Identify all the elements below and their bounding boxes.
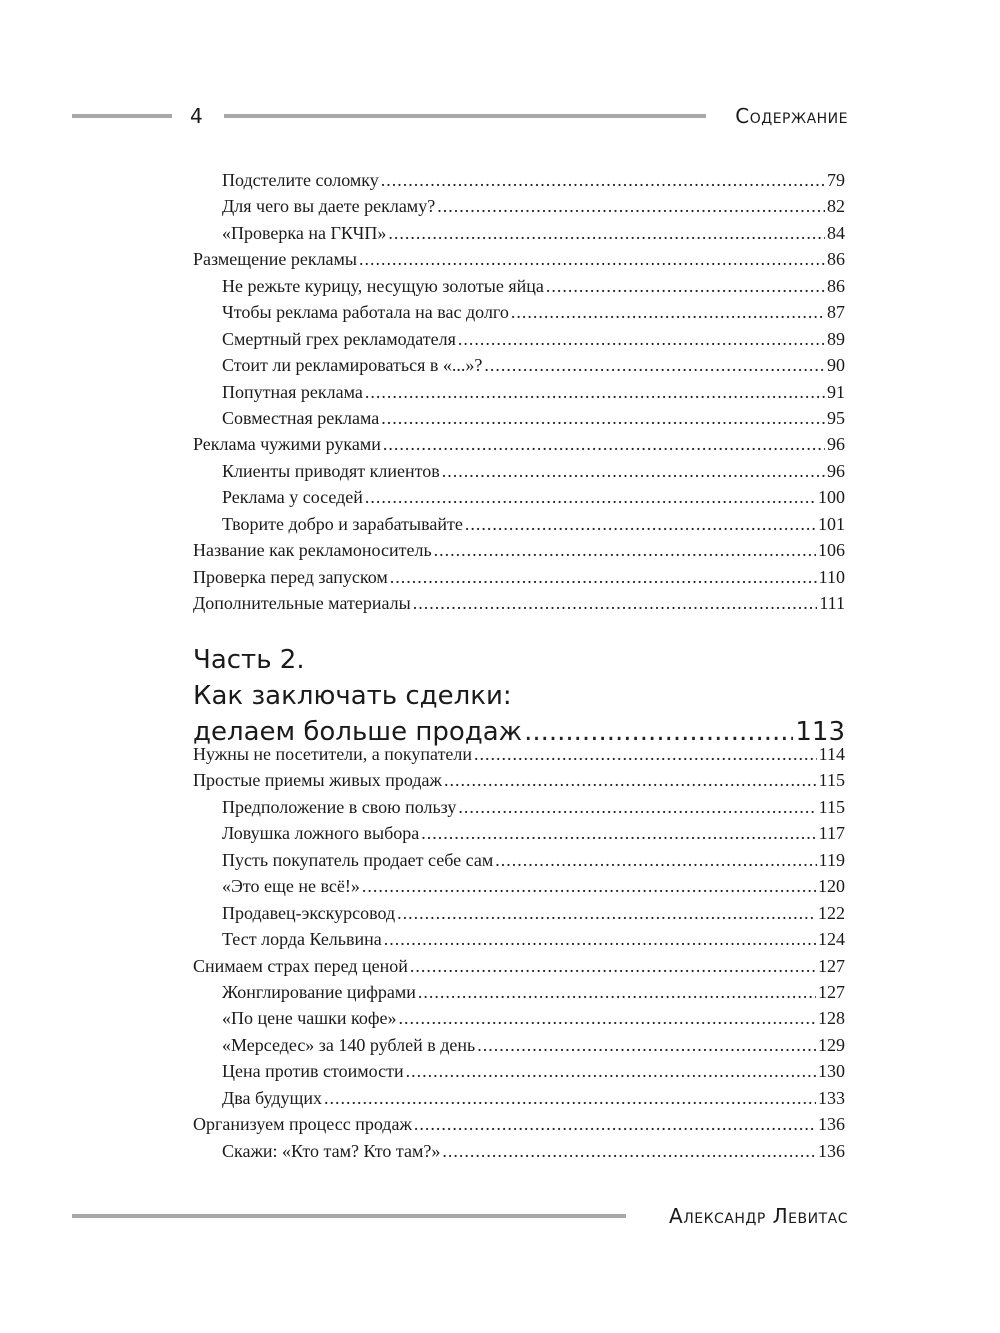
dot-leader: [474, 744, 817, 765]
dot-leader: [365, 382, 825, 403]
toc-entry-title: «Это еще не всё!»: [222, 876, 360, 897]
toc-entry-title: Продавец-экскурсовод: [222, 902, 396, 923]
toc-entry-page: 130: [818, 1061, 845, 1082]
part-title-line: делаем больше продаж: [193, 717, 523, 747]
dot-leader: [414, 1114, 816, 1135]
toc-entry-title: Два будущих: [222, 1087, 323, 1108]
toc-entry-title: Простые приемы живых продаж: [193, 770, 442, 791]
dot-leader: [390, 567, 817, 588]
footer-rule: [72, 1214, 626, 1218]
toc-entry-page: 129: [818, 1034, 845, 1055]
dot-leader: [484, 355, 825, 376]
toc-entry[interactable]: [193, 249, 845, 275]
dot-leader: [442, 461, 825, 482]
part-heading[interactable]: [193, 642, 845, 750]
part-title-line: Как заключать сделки:: [193, 681, 512, 711]
toc-entry-title: Нужны не посетители, а покупатели: [193, 744, 473, 764]
toc-entry[interactable]: [193, 382, 845, 408]
toc-entry[interactable]: [193, 1088, 845, 1114]
header-rule-middle: [224, 114, 706, 118]
toc-entry-title: Чтобы реклама работала на вас долго: [222, 302, 509, 323]
toc-entry-page: 87: [827, 302, 845, 323]
dot-leader: [442, 1141, 816, 1162]
toc-entry[interactable]: [193, 1008, 845, 1034]
toc-list-top: [193, 170, 845, 619]
toc-entry-page: 95: [827, 407, 845, 428]
toc-entry-page: 136: [818, 1114, 845, 1135]
dot-leader: [421, 823, 816, 844]
dot-leader: [477, 1035, 816, 1056]
toc-entry[interactable]: [193, 770, 845, 796]
dot-leader: [388, 223, 825, 244]
dot-leader: [410, 956, 816, 977]
toc-entry-title: Проверка перед запуском: [193, 566, 388, 587]
toc-entry-title: Предположение в свою пользу: [222, 796, 457, 817]
toc-entry[interactable]: [193, 223, 845, 249]
toc-entry-page: 106: [818, 540, 845, 561]
toc-entry-page: 91: [827, 381, 845, 402]
dot-leader: [365, 487, 816, 508]
dot-leader: [546, 276, 825, 297]
toc-entry-page: 124: [818, 929, 845, 950]
dot-leader: [384, 929, 816, 950]
toc-entry-title: Организуем процесс продаж: [193, 1114, 412, 1135]
toc-entry[interactable]: [193, 461, 845, 487]
toc-entry-page: 127: [818, 981, 845, 1002]
toc-entry-page: 79: [827, 170, 845, 190]
toc-entry[interactable]: [193, 593, 845, 619]
toc-entry-title: Реклама чужими руками: [193, 434, 381, 455]
toc-entry[interactable]: [193, 823, 845, 849]
dot-leader: [381, 170, 825, 191]
toc-entry-title: Стоит ли рекламироваться в «...»?: [222, 355, 483, 376]
dot-leader: [418, 982, 816, 1003]
toc-entry-title: Смертный грех рекламодателя: [222, 328, 456, 349]
toc-entry-page: 111: [819, 593, 845, 613]
toc-entry[interactable]: [193, 1061, 845, 1087]
toc-entry-title: Клиенты приводят клиентов: [222, 460, 440, 481]
toc-entry-title: Подстелите соломку: [222, 170, 379, 190]
toc-entry-page: 89: [827, 328, 845, 349]
toc-entry[interactable]: [193, 487, 845, 513]
page-number: 4: [190, 104, 203, 128]
dot-leader: [458, 797, 816, 818]
toc-entry[interactable]: [193, 276, 845, 302]
toc-entry-page: 96: [827, 460, 845, 481]
toc-entry-page: 96: [827, 434, 845, 455]
toc-entry[interactable]: [193, 876, 845, 902]
toc-entry-page: 90: [827, 355, 845, 376]
section-title: Содержание: [735, 104, 848, 128]
toc-entry-title: «Мерседес» за 140 рублей в день: [222, 1034, 476, 1055]
toc-entry[interactable]: [193, 302, 845, 328]
toc-entry[interactable]: [193, 355, 845, 381]
toc-entry[interactable]: [193, 567, 845, 593]
part-page-number: 113: [795, 717, 845, 747]
page-header: [72, 100, 848, 132]
dot-leader: [324, 1088, 816, 1109]
toc-entry[interactable]: [193, 196, 845, 222]
dot-leader: [511, 302, 825, 323]
toc-entry-page: 100: [818, 487, 845, 508]
dot-leader: [406, 1061, 816, 1082]
toc-entry-page: 114: [818, 744, 845, 764]
dot-leader: [397, 903, 816, 924]
page-footer: [72, 1200, 848, 1232]
toc-entry-title: Пусть покупатель продает себе сам: [222, 849, 494, 870]
toc-entry[interactable]: [193, 514, 845, 540]
toc-entry-page: 119: [818, 849, 845, 870]
toc-entry-page: 117: [818, 823, 845, 844]
toc-entry-page: 101: [818, 513, 845, 534]
toc-entry-title: Ловушка ложного выбора: [222, 823, 420, 844]
dot-leader: [495, 850, 816, 871]
toc-entry-title: Творите добро и зарабатывайте: [222, 513, 463, 534]
toc-entry-page: 128: [818, 1008, 845, 1029]
toc-entry[interactable]: [193, 540, 845, 566]
toc-entry[interactable]: [193, 744, 845, 770]
toc-entry[interactable]: [193, 408, 845, 434]
dot-leader: [458, 329, 825, 350]
toc-entry-page: 110: [818, 566, 845, 587]
toc-entry-page: 115: [818, 796, 845, 817]
toc-entry-page: 127: [818, 955, 845, 976]
toc-entry[interactable]: [193, 1114, 845, 1140]
toc-entry-page: 82: [827, 196, 845, 217]
toc-entry-title: Дополнительные материалы: [193, 593, 411, 613]
toc-entry-page: 115: [818, 770, 845, 791]
toc-entry-page: 120: [818, 876, 845, 897]
toc-entry-page: 86: [827, 249, 845, 270]
dot-leader: [381, 408, 825, 429]
toc-list-bottom: [193, 744, 845, 1167]
toc-entry-title: Не режьте курицу, несущую золотые яйца: [222, 275, 544, 296]
toc-entry-title: Название как рекламоноситель: [193, 540, 432, 561]
toc-entry-page: 86: [827, 275, 845, 296]
toc-entry[interactable]: [193, 1035, 845, 1061]
toc-entry-title: Для чего вы даете рекламу?: [222, 196, 436, 217]
toc-entry-title: Жонглирование цифрами: [222, 981, 416, 1002]
toc-entry-title: Цена против стоимости: [222, 1061, 404, 1082]
toc-entry-title: Размещение рекламы: [193, 249, 358, 270]
toc-entry[interactable]: [193, 903, 845, 929]
header-rule-left: [72, 114, 172, 118]
toc-entry[interactable]: [193, 956, 845, 982]
toc-entry[interactable]: [193, 1141, 845, 1167]
toc-entry-page: 136: [818, 1140, 845, 1161]
dot-leader: [413, 593, 818, 614]
dot-leader: [437, 196, 825, 217]
dot-leader: [465, 514, 816, 535]
toc-entry-title: Скажи: «Кто там? Кто там?»: [222, 1140, 441, 1161]
toc-entry-page: 122: [818, 902, 845, 923]
toc-entry[interactable]: [193, 434, 845, 460]
toc-entry-page: 84: [827, 222, 845, 243]
toc-entry[interactable]: [193, 929, 845, 955]
dot-leader: [359, 249, 825, 270]
toc-entry[interactable]: [193, 329, 845, 355]
toc-entry[interactable]: [193, 982, 845, 1008]
author-name: Александр Левитас: [669, 1204, 848, 1228]
dot-leader: [362, 876, 816, 897]
toc-entry-page: 133: [818, 1087, 845, 1108]
dot-leader: [444, 770, 817, 791]
toc-entry[interactable]: [193, 797, 845, 823]
part-number: Часть 2.: [193, 645, 305, 675]
toc-entry-title: «Проверка на ГКЧП»: [222, 222, 387, 243]
toc-entry-title: Реклама у соседей: [222, 487, 363, 508]
toc-entry-title: Попутная реклама: [222, 381, 363, 402]
dot-leader: [399, 1008, 816, 1029]
toc-entry[interactable]: [193, 850, 845, 876]
toc-entry-title: Тест лорда Кельвина: [222, 929, 382, 950]
dot-leader: [383, 434, 825, 455]
toc-entry-title: «По цене чашки кофе»: [222, 1008, 397, 1029]
toc-entry-title: Совместная реклама: [222, 407, 380, 428]
toc-entry-title: Снимаем страх перед ценой: [193, 955, 408, 976]
dot-leader: [434, 540, 816, 561]
toc-entry[interactable]: [193, 170, 845, 196]
